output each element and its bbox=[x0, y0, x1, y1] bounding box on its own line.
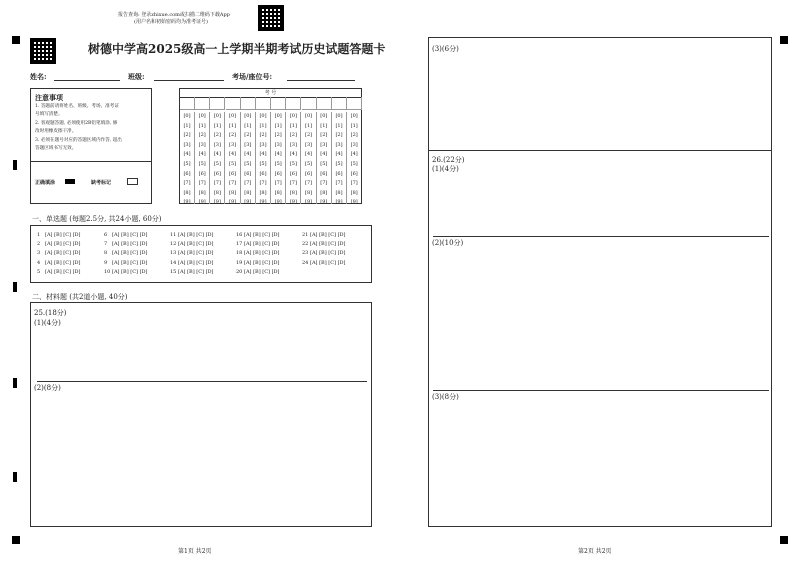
exam-id-bubble[interactable]: [4] bbox=[350, 151, 358, 158]
exam-id-bubble[interactable]: [5] bbox=[335, 160, 343, 167]
exam-id-bubble[interactable]: [7] bbox=[274, 180, 282, 187]
exam-id-bubble[interactable]: [0] bbox=[335, 113, 343, 119]
exam-id-entry-cell[interactable] bbox=[241, 97, 256, 110]
mcq-row[interactable] bbox=[170, 240, 214, 249]
exam-id-column[interactable] bbox=[332, 112, 347, 204]
q25-title: 25.(18分) bbox=[34, 309, 67, 317]
notice-divider bbox=[31, 161, 151, 162]
mcq-options[interactable]: [A] [B] [C] [D] bbox=[112, 241, 148, 248]
exam-id-bubble[interactable]: [1] bbox=[244, 122, 252, 129]
exam-id-bubble[interactable]: [3] bbox=[198, 141, 206, 148]
exam-id-bubble[interactable]: [7] bbox=[350, 180, 358, 187]
exam-id-column[interactable] bbox=[195, 112, 210, 204]
exam-id-bubble[interactable]: [5] bbox=[274, 160, 282, 167]
mcq-options[interactable]: [A] [B] [C] [D] bbox=[112, 232, 148, 238]
mcq-number: 2 bbox=[37, 241, 41, 248]
mcq-row[interactable] bbox=[236, 231, 280, 240]
exam-id-bubble[interactable]: [7] bbox=[229, 180, 237, 187]
exam-id-bubble[interactable]: [6] bbox=[350, 170, 358, 177]
exam-id-bubble[interactable]: [5] bbox=[229, 160, 237, 167]
page1-footer: 第1页 共2页 bbox=[178, 548, 212, 555]
exam-id-bubble[interactable]: [8] bbox=[198, 189, 206, 196]
exam-id-bubble[interactable]: [1] bbox=[229, 122, 237, 129]
exam-id-bubble[interactable]: [5] bbox=[213, 160, 221, 167]
exam-id-bubble[interactable]: [2] bbox=[244, 132, 252, 139]
mcq-row[interactable] bbox=[104, 268, 148, 277]
exam-id-bubble[interactable]: [4] bbox=[305, 151, 313, 158]
mcq-number: 10 bbox=[104, 268, 111, 275]
exam-id-bubble[interactable]: [8] bbox=[350, 189, 358, 196]
exam-id-bubble[interactable]: [5] bbox=[244, 160, 252, 167]
exam-id-column[interactable] bbox=[286, 112, 301, 204]
q26-divider-1 bbox=[433, 236, 769, 237]
corner-mark-top-right bbox=[780, 36, 788, 44]
exam-id-bubble[interactable]: [3] bbox=[259, 141, 267, 148]
exam-id-bubble[interactable]: [2] bbox=[335, 132, 343, 139]
exam-id-bubble[interactable]: [5] bbox=[198, 160, 206, 167]
mcq-options[interactable]: [A] [B] [C] [D] bbox=[178, 241, 214, 248]
timing-mark bbox=[13, 282, 17, 292]
q25-part1: (1)(4分) bbox=[34, 319, 61, 327]
mcq-options[interactable]: [A] [B] [C] [D] bbox=[45, 232, 81, 238]
exam-id-header: 考 号 bbox=[180, 89, 361, 98]
notice-text: 1. 答题前请将姓名、班级、考场、准考证 号填写清楚。 2. 客观题答题, 必须使用2B铅笔填涂, 修 改时用橡皮擦干净。 3. 必须在题号对应的答题区域内作答, 超出 答题区域书写无效。 bbox=[35, 104, 122, 152]
room-label: 考场/座位号: bbox=[232, 72, 273, 81]
prev-q-part3: (3)(6分) bbox=[432, 45, 459, 53]
exam-id-bubble[interactable]: [3] bbox=[213, 141, 221, 148]
exam-id-bubble[interactable]: [9] bbox=[259, 199, 267, 206]
exam-id-bubble[interactable]: [1] bbox=[305, 122, 313, 129]
exam-id-bubble[interactable]: [1] bbox=[213, 122, 221, 129]
exam-id-bubble[interactable]: [2] bbox=[183, 132, 191, 139]
exam-id-bubble[interactable]: [4] bbox=[213, 151, 221, 158]
absent-checkbox[interactable] bbox=[127, 178, 138, 185]
exam-id-bubble[interactable]: [0] bbox=[183, 113, 191, 119]
exam-id-column[interactable] bbox=[241, 112, 256, 204]
mcq-row[interactable] bbox=[302, 231, 346, 240]
exam-id-bubble[interactable]: [9] bbox=[213, 199, 221, 206]
exam-id-column[interactable] bbox=[317, 112, 332, 204]
mcq-row[interactable] bbox=[236, 249, 280, 258]
correct-fill-sample bbox=[65, 179, 75, 184]
exam-id-entry-cell[interactable] bbox=[332, 97, 347, 110]
correct-fill-label: 正确填涂 bbox=[35, 180, 56, 186]
exam-id-bubble[interactable]: [2] bbox=[350, 132, 358, 139]
exam-id-bubble[interactable]: [4] bbox=[335, 151, 343, 158]
exam-id-bubble[interactable]: [8] bbox=[213, 189, 221, 196]
mcq-number: 20 bbox=[236, 268, 243, 275]
student-qr-code bbox=[30, 38, 56, 64]
exam-id-bubble[interactable]: [0] bbox=[305, 113, 313, 119]
exam-id-bubble[interactable]: [1] bbox=[350, 122, 358, 129]
class-label: 班级: bbox=[128, 72, 145, 81]
room-underline[interactable] bbox=[287, 80, 355, 81]
exam-id-bubble[interactable]: [0] bbox=[274, 113, 282, 119]
mcq-number: 4 bbox=[37, 259, 41, 266]
name-label: 姓名: bbox=[30, 72, 47, 81]
section2-title: 二、材料题 (共2道小题, 40分) bbox=[32, 293, 128, 301]
exam-id-bubble[interactable]: [2] bbox=[274, 132, 282, 139]
mcq-options[interactable]: [A] [B] [C] [D] bbox=[244, 268, 280, 275]
mcq-options[interactable]: [A] [B] [C] [D] bbox=[112, 250, 148, 257]
q26-divider-2 bbox=[433, 390, 769, 391]
exam-id-bubble[interactable]: [4] bbox=[274, 151, 282, 158]
exam-id-bubble[interactable]: [9] bbox=[274, 199, 282, 206]
mcq-number: 8 bbox=[104, 250, 108, 257]
exam-id-bubble[interactable]: [4] bbox=[229, 151, 237, 158]
exam-id-bubble[interactable]: [3] bbox=[350, 141, 358, 148]
mcq-row[interactable] bbox=[170, 259, 214, 268]
mcq-number: 9 bbox=[104, 259, 108, 266]
exam-id-bubble[interactable]: [9] bbox=[244, 199, 252, 206]
exam-id-bubble[interactable]: [8] bbox=[229, 189, 237, 196]
exam-id-column[interactable] bbox=[180, 112, 195, 204]
mcq-options[interactable]: [A] [B] [C] [D] bbox=[45, 250, 81, 257]
mcq-options[interactable]: [A] [B] [C] [D] bbox=[45, 259, 81, 266]
mcq-row[interactable] bbox=[37, 231, 81, 240]
q26-title: 26.(22分) bbox=[432, 156, 465, 164]
exam-id-bubble[interactable]: [6] bbox=[305, 170, 313, 177]
exam-id-entry-cell[interactable] bbox=[286, 97, 301, 110]
page2-answer-box[interactable] bbox=[428, 37, 772, 527]
exam-id-bubble[interactable]: [6] bbox=[198, 170, 206, 177]
q26-part1: (1)(4分) bbox=[432, 165, 459, 173]
mcq-options[interactable]: [A] [B] [C] [D] bbox=[244, 259, 280, 266]
exam-id-bubble[interactable]: [8] bbox=[244, 189, 252, 196]
exam-id-bubble[interactable]: [0] bbox=[198, 113, 206, 119]
corner-mark-bottom-right bbox=[780, 536, 788, 544]
exam-id-bubble[interactable]: [2] bbox=[229, 132, 237, 139]
q26-part2: (2)(10分) bbox=[432, 239, 464, 247]
exam-id-bubble[interactable]: [6] bbox=[289, 170, 297, 177]
exam-id-bubble[interactable]: [6] bbox=[244, 170, 252, 177]
exam-id-bubble[interactable]: [5] bbox=[289, 160, 297, 167]
mcq-row[interactable] bbox=[170, 231, 214, 240]
exam-id-bubble[interactable]: [5] bbox=[320, 160, 328, 167]
mcq-row[interactable] bbox=[236, 240, 280, 249]
mcq-row[interactable] bbox=[302, 249, 346, 258]
exam-id-bubble[interactable]: [7] bbox=[305, 180, 313, 187]
exam-id-bubble[interactable]: [8] bbox=[305, 189, 313, 196]
exam-id-bubble[interactable]: [4] bbox=[198, 151, 206, 158]
exam-id-entry-cell[interactable] bbox=[271, 97, 286, 110]
mcq-number: 23 bbox=[302, 250, 309, 257]
exam-id-bubble[interactable]: [5] bbox=[305, 160, 313, 167]
exam-id-bubble[interactable]: [0] bbox=[244, 113, 252, 119]
mcq-row[interactable] bbox=[37, 268, 81, 277]
q25-answer-box[interactable] bbox=[30, 302, 372, 527]
mcq-number: 3 bbox=[37, 250, 41, 257]
exam-id-entry-cell[interactable] bbox=[226, 97, 241, 110]
exam-id-bubble[interactable]: [8] bbox=[259, 189, 267, 196]
mcq-options[interactable]: [A] [B] [C] [D] bbox=[45, 268, 81, 275]
exam-id-entry-cell[interactable] bbox=[302, 97, 317, 110]
mcq-number: 11 bbox=[170, 232, 177, 238]
exam-id-bubble[interactable]: [2] bbox=[213, 132, 221, 139]
exam-id-entry-cell[interactable] bbox=[180, 97, 195, 110]
exam-id-bubble[interactable]: [3] bbox=[229, 141, 237, 148]
exam-id-bubble[interactable]: [4] bbox=[289, 151, 297, 158]
exam-id-bubble[interactable]: [9] bbox=[198, 199, 206, 206]
exam-id-bubble[interactable]: [9] bbox=[320, 199, 328, 206]
exam-id-column[interactable] bbox=[256, 112, 271, 204]
notice-box bbox=[30, 88, 152, 204]
download-qr-code bbox=[258, 5, 284, 31]
exam-id-bubble[interactable]: [1] bbox=[274, 122, 282, 129]
exam-id-bubble[interactable]: [2] bbox=[198, 132, 206, 139]
exam-id-bubble[interactable]: [9] bbox=[289, 199, 297, 206]
exam-id-bubble[interactable]: [4] bbox=[244, 151, 252, 158]
q26-part3: (3)(8分) bbox=[432, 393, 459, 401]
mcq-number: 14 bbox=[170, 259, 177, 266]
exam-id-bubble[interactable]: [7] bbox=[198, 180, 206, 187]
mcq-number: 7 bbox=[104, 241, 108, 248]
corner-mark-top-left bbox=[12, 36, 20, 44]
mcq-row[interactable] bbox=[37, 249, 81, 258]
exam-id-bubble[interactable]: [8] bbox=[274, 189, 282, 196]
mcq-number: 18 bbox=[236, 250, 243, 257]
exam-id-bubble[interactable]: [7] bbox=[289, 180, 297, 187]
mcq-options[interactable]: [A] [B] [C] [D] bbox=[112, 259, 148, 266]
mcq-options[interactable]: [A] [B] [C] [D] bbox=[112, 268, 148, 275]
mcq-row[interactable] bbox=[104, 231, 148, 240]
exam-id-bubble[interactable]: [9] bbox=[229, 199, 237, 206]
exam-id-bubble[interactable]: [0] bbox=[229, 113, 237, 119]
exam-id-column[interactable] bbox=[347, 112, 361, 204]
exam-id-bubble[interactable]: [6] bbox=[320, 170, 328, 177]
mcq-row[interactable] bbox=[170, 249, 214, 258]
mcq-options[interactable]: [A] [B] [C] [D] bbox=[244, 241, 280, 248]
mcq-options[interactable]: [A] [B] [C] [D] bbox=[45, 241, 81, 248]
mcq-number: 13 bbox=[170, 250, 177, 257]
timing-mark bbox=[13, 378, 17, 388]
exam-id-bubble[interactable]: [7] bbox=[320, 180, 328, 187]
exam-id-bubble[interactable]: [8] bbox=[320, 189, 328, 196]
mcq-number: 22 bbox=[302, 241, 309, 248]
exam-id-bubble[interactable]: [1] bbox=[259, 122, 267, 129]
exam-id-bubble[interactable]: [9] bbox=[335, 199, 343, 206]
exam-id-bubble[interactable]: [2] bbox=[259, 132, 267, 139]
mcq-row[interactable] bbox=[302, 240, 346, 249]
mcq-row[interactable] bbox=[37, 259, 81, 268]
exam-id-column[interactable] bbox=[302, 112, 317, 204]
exam-id-bubble[interactable]: [5] bbox=[259, 160, 267, 167]
exam-id-bubble[interactable]: [6] bbox=[229, 170, 237, 177]
mcq-row[interactable] bbox=[37, 240, 81, 249]
exam-id-bubble[interactable]: [3] bbox=[183, 141, 191, 148]
exam-id-bubble[interactable]: [0] bbox=[259, 113, 267, 119]
mcq-row[interactable] bbox=[104, 240, 148, 249]
exam-id-bubble[interactable]: [1] bbox=[198, 122, 206, 129]
mcq-options[interactable]: [A] [B] [C] [D] bbox=[244, 250, 280, 257]
exam-id-entry-cell[interactable] bbox=[195, 97, 210, 110]
exam-id-bubble[interactable]: [0] bbox=[213, 113, 221, 119]
exam-id-bubble[interactable]: [3] bbox=[289, 141, 297, 148]
exam-id-bubble[interactable]: [9] bbox=[350, 199, 358, 206]
page2-divider-top bbox=[429, 150, 771, 151]
corner-mark-bottom-left bbox=[12, 536, 20, 544]
exam-id-bubble[interactable]: [3] bbox=[305, 141, 313, 148]
exam-id-bubble[interactable]: [6] bbox=[213, 170, 221, 177]
exam-id-bubble[interactable]: [1] bbox=[335, 122, 343, 129]
mcq-number: 16 bbox=[236, 232, 243, 238]
exam-id-bubble[interactable]: [2] bbox=[305, 132, 313, 139]
exam-id-bubble[interactable]: [0] bbox=[350, 113, 358, 119]
mcq-options[interactable]: [A] [B] [C] [D] bbox=[310, 259, 346, 266]
exam-id-bubble[interactable]: [1] bbox=[320, 122, 328, 129]
mcq-options[interactable]: [A] [B] [C] [D] bbox=[244, 232, 280, 238]
exam-id-bubble[interactable]: [0] bbox=[320, 113, 328, 119]
exam-id-bubble[interactable]: [5] bbox=[183, 160, 191, 167]
mcq-row[interactable] bbox=[170, 268, 214, 277]
mcq-number: 1 bbox=[37, 232, 41, 238]
mcq-number: 6 bbox=[104, 232, 108, 238]
mcq-number: 24 bbox=[302, 259, 309, 266]
mcq-row[interactable] bbox=[236, 268, 280, 277]
mcq-number: 12 bbox=[170, 241, 177, 248]
exam-id-bubble[interactable]: [3] bbox=[320, 141, 328, 148]
exam-id-bubble[interactable]: [3] bbox=[274, 141, 282, 148]
report-note: (用户名和初始密码均为准考证号) bbox=[134, 19, 208, 25]
exam-id-bubble[interactable]: [5] bbox=[350, 160, 358, 167]
exam-id-bubble[interactable]: [0] bbox=[289, 113, 297, 119]
exam-id-bubble[interactable]: [8] bbox=[335, 189, 343, 196]
mcq-row[interactable] bbox=[302, 259, 346, 268]
mcq-number: 5 bbox=[37, 268, 41, 275]
exam-id-bubble[interactable]: [7] bbox=[213, 180, 221, 187]
q25-divider bbox=[37, 381, 367, 382]
mcq-options[interactable]: [A] [B] [C] [D] bbox=[178, 232, 214, 238]
exam-id-bubble[interactable]: [4] bbox=[320, 151, 328, 158]
mcq-options[interactable]: [A] [B] [C] [D] bbox=[310, 232, 346, 238]
name-underline[interactable] bbox=[54, 80, 120, 81]
mcq-row[interactable] bbox=[236, 259, 280, 268]
timing-mark bbox=[13, 160, 17, 170]
q25-part2: (2)(8分) bbox=[34, 384, 61, 392]
exam-id-bubble[interactable]: [4] bbox=[259, 151, 267, 158]
exam-id-column[interactable] bbox=[210, 112, 225, 204]
exam-id-entry-cell[interactable] bbox=[210, 97, 225, 110]
exam-id-bubble[interactable]: [1] bbox=[183, 122, 191, 129]
mcq-row[interactable] bbox=[104, 249, 148, 258]
mcq-number: 19 bbox=[236, 259, 243, 266]
mcq-options[interactable]: [A] [B] [C] [D] bbox=[310, 241, 346, 248]
exam-id-bubble[interactable]: [2] bbox=[320, 132, 328, 139]
exam-id-bubble[interactable]: [6] bbox=[183, 170, 191, 177]
exam-id-entry-cell[interactable] bbox=[347, 97, 362, 110]
report-line: 报告查询: 登录zhixue.com或扫描二维码下载App bbox=[118, 12, 230, 18]
exam-id-bubble[interactable]: [8] bbox=[183, 189, 191, 196]
page2-footer: 第2页 共2页 bbox=[578, 548, 612, 555]
exam-id-bubble[interactable]: [4] bbox=[183, 151, 191, 158]
exam-id-bubble[interactable]: [7] bbox=[335, 180, 343, 187]
exam-id-column[interactable] bbox=[226, 112, 241, 204]
mcq-options[interactable]: [A] [B] [C] [D] bbox=[178, 250, 214, 257]
exam-id-bubble[interactable]: [8] bbox=[289, 189, 297, 196]
absent-label: 缺考标记 bbox=[91, 180, 112, 186]
exam-id-bubble[interactable]: [9] bbox=[183, 199, 191, 206]
exam-id-bubble[interactable]: [6] bbox=[259, 170, 267, 177]
exam-id-bubble[interactable]: [3] bbox=[335, 141, 343, 148]
mcq-number: 21 bbox=[302, 232, 309, 238]
mcq-options[interactable]: [A] [B] [C] [D] bbox=[178, 268, 214, 275]
timing-mark bbox=[13, 472, 17, 482]
mcq-options[interactable]: [A] [B] [C] [D] bbox=[310, 250, 346, 257]
exam-id-bubble[interactable]: [6] bbox=[274, 170, 282, 177]
exam-id-bubble[interactable]: [7] bbox=[183, 180, 191, 187]
exam-id-entry-cell[interactable] bbox=[256, 97, 271, 110]
exam-id-bubble[interactable]: [3] bbox=[244, 141, 252, 148]
exam-id-bubble[interactable]: [7] bbox=[244, 180, 252, 187]
exam-id-column[interactable] bbox=[271, 112, 286, 204]
exam-id-bubble[interactable]: [9] bbox=[305, 199, 313, 206]
mcq-options[interactable]: [A] [B] [C] [D] bbox=[178, 259, 214, 266]
section1-title: 一、单选题 (每题2.5分, 共24小题, 60分) bbox=[32, 215, 162, 223]
mcq-number: 15 bbox=[170, 268, 177, 275]
mcq-number: 17 bbox=[236, 241, 243, 248]
class-underline[interactable] bbox=[154, 80, 224, 81]
exam-id-entry-cell[interactable] bbox=[317, 97, 332, 110]
exam-id-bubble[interactable]: [6] bbox=[335, 170, 343, 177]
exam-id-bubble[interactable]: [7] bbox=[259, 180, 267, 187]
page-title: 树德中学高2025级高一上学期半期考试历史试题答题卡 bbox=[88, 42, 386, 56]
mcq-row[interactable] bbox=[104, 259, 148, 268]
notice-heading: 注意事项 bbox=[35, 93, 63, 102]
exam-id-bubble[interactable]: [2] bbox=[289, 132, 297, 139]
exam-id-bubble[interactable]: [1] bbox=[289, 122, 297, 129]
